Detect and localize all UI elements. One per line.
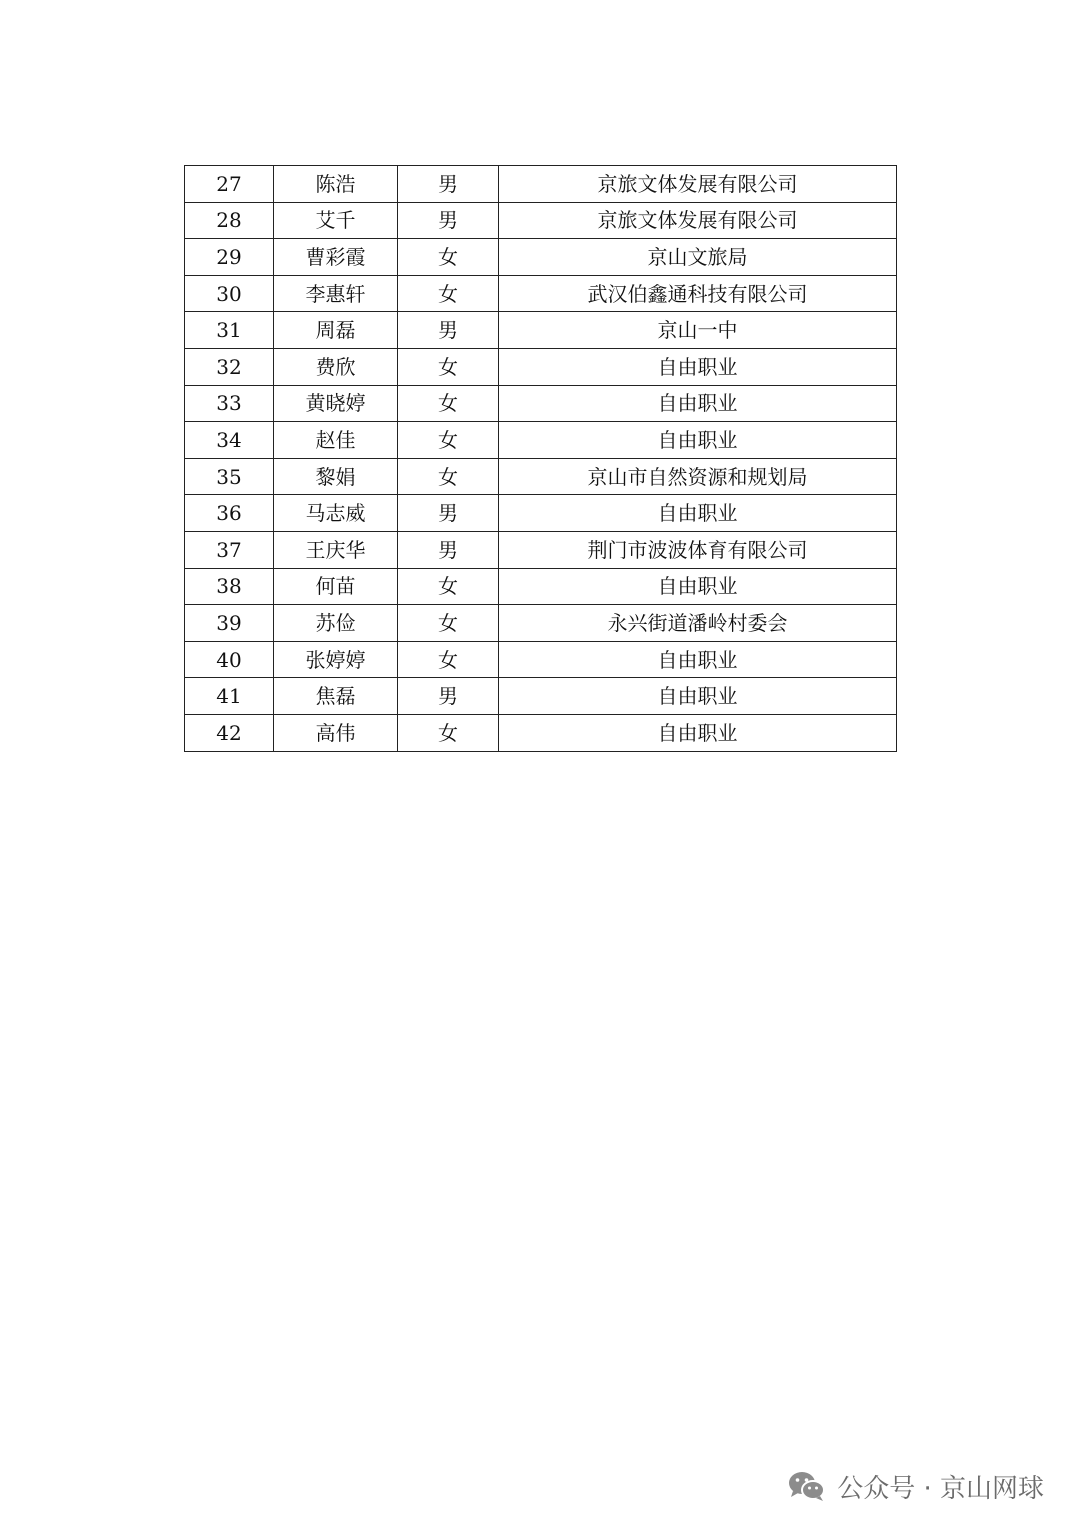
row-number: 42 — [185, 714, 274, 751]
person-name: 周磊 — [274, 312, 398, 349]
wechat-icon — [787, 1469, 827, 1503]
person-organization: 永兴街道潘岭村委会 — [499, 605, 897, 642]
person-gender: 女 — [398, 275, 499, 312]
person-organization: 京旅文体发展有限公司 — [499, 166, 897, 203]
table-row — [185, 641, 897, 678]
person-gender: 女 — [398, 422, 499, 459]
person-gender: 女 — [398, 714, 499, 751]
person-name: 陈浩 — [274, 166, 398, 203]
wechat-official-account-watermark — [787, 1466, 1044, 1506]
row-number: 39 — [185, 605, 274, 642]
person-organization: 自由职业 — [499, 641, 897, 678]
person-gender: 女 — [398, 239, 499, 276]
person-name: 王庆华 — [274, 531, 398, 568]
row-number: 37 — [185, 531, 274, 568]
watermark-text: 公众号 · 京山网球 — [837, 1473, 1044, 1504]
person-organization: 京山一中 — [499, 312, 897, 349]
person-organization: 自由职业 — [499, 714, 897, 751]
row-number: 34 — [185, 422, 274, 459]
table-row — [185, 348, 897, 385]
person-organization: 自由职业 — [499, 495, 897, 532]
person-organization: 自由职业 — [499, 678, 897, 715]
person-organization: 荆门市波波体育有限公司 — [499, 531, 897, 568]
table-row — [185, 605, 897, 642]
person-name: 赵佳 — [274, 422, 398, 459]
person-name: 苏俭 — [274, 605, 398, 642]
table-row — [185, 166, 897, 203]
person-organization: 京旅文体发展有限公司 — [499, 202, 897, 239]
person-name: 曹彩霞 — [274, 239, 398, 276]
table-row — [185, 495, 897, 532]
person-gender: 女 — [398, 458, 499, 495]
person-name: 何苗 — [274, 568, 398, 605]
row-number: 40 — [185, 641, 274, 678]
person-gender: 女 — [398, 605, 499, 642]
table-row — [185, 458, 897, 495]
row-number: 33 — [185, 385, 274, 422]
table-row — [185, 714, 897, 751]
row-number: 41 — [185, 678, 274, 715]
table-row — [185, 239, 897, 276]
person-gender: 女 — [398, 385, 499, 422]
person-name: 李惠轩 — [274, 275, 398, 312]
person-organization: 武汉伯鑫通科技有限公司 — [499, 275, 897, 312]
person-gender: 女 — [398, 348, 499, 385]
table-row — [185, 568, 897, 605]
person-gender: 男 — [398, 166, 499, 203]
person-organization: 自由职业 — [499, 568, 897, 605]
row-number: 28 — [185, 202, 274, 239]
row-number: 35 — [185, 458, 274, 495]
table-row — [185, 275, 897, 312]
person-name: 艾千 — [274, 202, 398, 239]
person-organization: 自由职业 — [499, 422, 897, 459]
row-number: 30 — [185, 275, 274, 312]
table-row — [185, 385, 897, 422]
row-number: 36 — [185, 495, 274, 532]
person-gender: 男 — [398, 531, 499, 568]
person-gender: 男 — [398, 312, 499, 349]
row-number: 31 — [185, 312, 274, 349]
row-number: 27 — [185, 166, 274, 203]
person-organization: 自由职业 — [499, 348, 897, 385]
person-name: 高伟 — [274, 714, 398, 751]
person-organization: 京山市自然资源和规划局 — [499, 458, 897, 495]
person-gender: 男 — [398, 202, 499, 239]
table-row — [185, 422, 897, 459]
row-number: 38 — [185, 568, 274, 605]
person-name: 马志威 — [274, 495, 398, 532]
person-gender: 女 — [398, 641, 499, 678]
person-name: 黎娟 — [274, 458, 398, 495]
person-organization: 京山文旅局 — [499, 239, 897, 276]
table-row — [185, 312, 897, 349]
person-organization: 自由职业 — [499, 385, 897, 422]
person-gender: 女 — [398, 568, 499, 605]
person-name: 费欣 — [274, 348, 398, 385]
table-row — [185, 531, 897, 568]
person-gender: 男 — [398, 678, 499, 715]
table-row — [185, 202, 897, 239]
person-name: 黄晓婷 — [274, 385, 398, 422]
roster-table — [184, 165, 897, 752]
person-name: 张婷婷 — [274, 641, 398, 678]
row-number: 29 — [185, 239, 274, 276]
person-gender: 男 — [398, 495, 499, 532]
table-row — [185, 678, 897, 715]
roster-table-body — [185, 166, 897, 752]
row-number: 32 — [185, 348, 274, 385]
person-name: 焦磊 — [274, 678, 398, 715]
